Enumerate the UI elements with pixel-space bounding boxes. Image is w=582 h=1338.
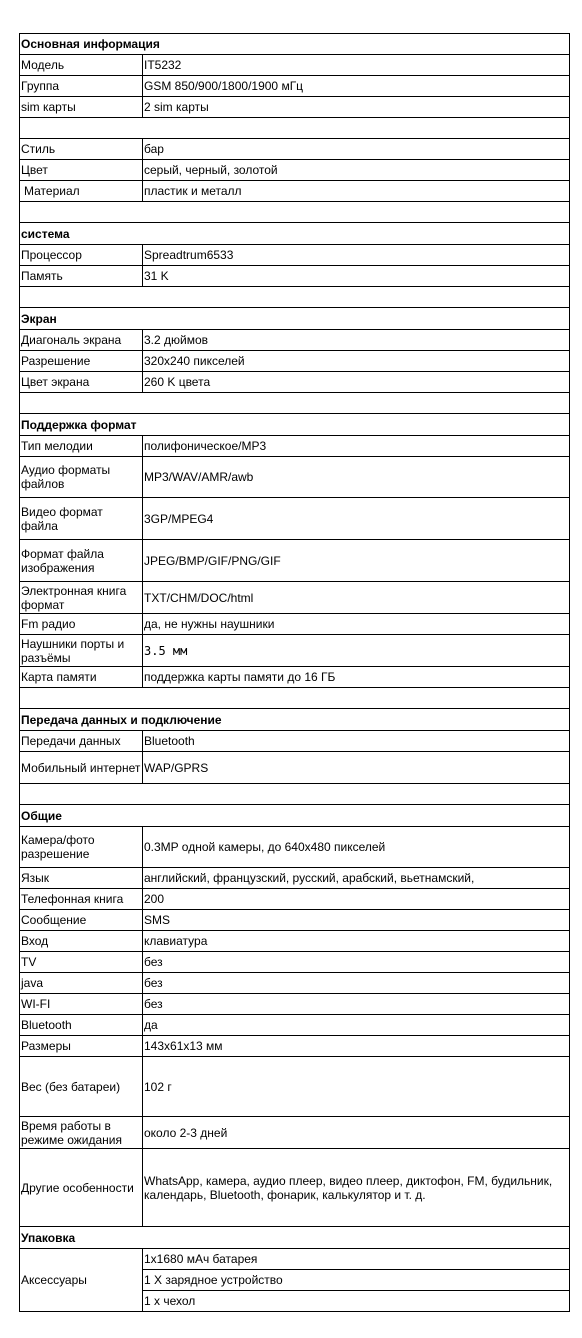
table-row [20, 1117, 570, 1149]
table-row [20, 1149, 570, 1227]
row-value: да [143, 1015, 570, 1036]
row-label: sim карты [20, 97, 143, 118]
table-row [20, 752, 570, 784]
section-header-row [20, 709, 570, 731]
table-row [20, 931, 570, 952]
row-label: Группа [20, 76, 143, 97]
section-title-system: система [20, 223, 570, 245]
table-row [20, 973, 570, 994]
spacer-row [20, 393, 570, 414]
spacer-cell [20, 202, 570, 223]
row-label: Fm радио [20, 614, 143, 635]
row-label: Телефонная книга [20, 889, 143, 910]
row-value: около 2-3 дней [143, 1117, 570, 1149]
row-label: TV [20, 952, 143, 973]
row-label: Вход [20, 931, 143, 952]
row-label: Цвет [20, 160, 143, 181]
row-value: 31 K [143, 266, 570, 287]
row-label: Цвет экрана [20, 372, 143, 393]
table-row [20, 635, 570, 667]
table-row [20, 55, 570, 76]
row-value: 2 sim карты [143, 97, 570, 118]
row-label: Сообщение [20, 910, 143, 931]
row-value: да, не нужны наушники [143, 614, 570, 635]
row-label: Другие особенности [20, 1149, 143, 1227]
row-label: Время работы в режиме ожидания [20, 1117, 143, 1149]
table-row [20, 266, 570, 287]
table-row [20, 868, 570, 889]
row-label-accessories: Аксессуары [20, 1249, 143, 1312]
table-row [20, 540, 570, 582]
row-value: GSM 850/900/1800/1900 мГц [143, 76, 570, 97]
row-value: TXT/CHM/DOC/html [143, 582, 570, 614]
row-label: Видео формат файла [20, 498, 143, 540]
row-value: MP3/WAV/AMR/awb [143, 457, 570, 498]
table-row [20, 910, 570, 931]
row-value: 260 K цвета [143, 372, 570, 393]
table-row [20, 372, 570, 393]
row-value: Bluetooth [143, 731, 570, 752]
row-value: без [143, 973, 570, 994]
table-row [20, 994, 570, 1015]
row-value: клавиатура [143, 931, 570, 952]
spacer-cell [20, 784, 570, 805]
specifications-table [19, 33, 570, 1312]
row-label: java [20, 973, 143, 994]
table-row [20, 330, 570, 351]
table-row [20, 351, 570, 372]
row-value: 0.3MP одной камеры, до 640x480 пикселей [143, 827, 570, 868]
row-value: WAP/GPRS [143, 752, 570, 784]
section-header-row [20, 805, 570, 827]
spacer-row [20, 688, 570, 709]
row-label: Карта памяти [20, 667, 143, 688]
row-label: WI-FI [20, 994, 143, 1015]
table-row [20, 436, 570, 457]
row-value: английский, французский, русский, арабский, вьетнамский, [143, 868, 570, 889]
row-value: 1 x чехол [143, 1291, 570, 1312]
row-value: WhatsApp, камера, аудио плеер, видео плеер, диктофон, FM, будильник, календарь, Bluetooth, фонарик, калькулятор и т. д. [143, 1149, 570, 1227]
table-row [20, 498, 570, 540]
table-row [20, 889, 570, 910]
row-value: серый, черный, золотой [143, 160, 570, 181]
row-value: бар [143, 139, 570, 160]
section-title-data-connectivity: Передача данных и подключение [20, 709, 570, 731]
row-label: Вес (без батареи) [20, 1057, 143, 1117]
table-row [20, 160, 570, 181]
row-value: 3.5 мм [143, 635, 570, 667]
spacer-row [20, 202, 570, 223]
row-value: без [143, 994, 570, 1015]
table-row [20, 731, 570, 752]
spacer-row [20, 784, 570, 805]
table-row [20, 827, 570, 868]
row-value: 1 X зарядное устройство [143, 1270, 570, 1291]
spacer-cell [20, 287, 570, 308]
row-label: Bluetooth [20, 1015, 143, 1036]
row-label: Материал [20, 181, 143, 202]
table-row [20, 181, 570, 202]
row-value: 102 г [143, 1057, 570, 1117]
row-value: 320x240 пикселей [143, 351, 570, 372]
table-row [20, 952, 570, 973]
row-label: Электронная книга формат [20, 582, 143, 614]
spacer-row [20, 118, 570, 139]
row-label: Мобильный интернет [20, 752, 143, 784]
table-row [20, 1057, 570, 1117]
row-label: Процессор [20, 245, 143, 266]
row-label: Размеры [20, 1036, 143, 1057]
table-row [20, 97, 570, 118]
row-value: Spreadtrum6533 [143, 245, 570, 266]
row-label: Разрешение [20, 351, 143, 372]
row-label: Диагональ экрана [20, 330, 143, 351]
row-label: Формат файла изображения [20, 540, 143, 582]
table-row [20, 614, 570, 635]
section-header-row [20, 414, 570, 436]
row-value: 3GP/MPEG4 [143, 498, 570, 540]
row-label: Камера/фото разрешение [20, 827, 143, 868]
row-label: Передачи данных [20, 731, 143, 752]
table-row [20, 76, 570, 97]
table-row [20, 457, 570, 498]
row-value: 200 [143, 889, 570, 910]
table-row [20, 245, 570, 266]
row-value: 143x61x13 мм [143, 1036, 570, 1057]
row-value: пластик и металл [143, 181, 570, 202]
row-label: Наушники порты и разъёмы [20, 635, 143, 667]
row-label: Память [20, 266, 143, 287]
row-value: SMS [143, 910, 570, 931]
row-value: IT5232 [143, 55, 570, 76]
spacer-cell [20, 688, 570, 709]
section-title-screen: Экран [20, 308, 570, 330]
row-label: Язык [20, 868, 143, 889]
section-title-package: Упаковка [20, 1227, 570, 1249]
row-value: 3.2 дюймов [143, 330, 570, 351]
table-row [20, 1036, 570, 1057]
row-label: Стиль [20, 139, 143, 160]
section-title-general: Общие [20, 805, 570, 827]
section-title-format-support: Поддержка формат [20, 414, 570, 436]
row-value: поддержка карты памяти до 16 ГБ [143, 667, 570, 688]
spacer-cell [20, 393, 570, 414]
row-value: без [143, 952, 570, 973]
table-row [20, 1249, 570, 1270]
spacer-row [20, 287, 570, 308]
section-header-row [20, 1227, 570, 1249]
section-header-row [20, 34, 570, 55]
row-value: полифоническое/MP3 [143, 436, 570, 457]
row-label: Аудио форматы файлов [20, 457, 143, 498]
section-title-main-info: Основная информация [20, 34, 570, 55]
spacer-cell [20, 118, 570, 139]
section-header-row [20, 308, 570, 330]
row-value: 1x1680 мАч батарея [143, 1249, 570, 1270]
table-row [20, 582, 570, 614]
table-row [20, 139, 570, 160]
table-row [20, 667, 570, 688]
row-label: Модель [20, 55, 143, 76]
table-row [20, 1015, 570, 1036]
row-label: Тип мелодии [20, 436, 143, 457]
row-value: JPEG/BMP/GIF/PNG/GIF [143, 540, 570, 582]
section-header-row [20, 223, 570, 245]
